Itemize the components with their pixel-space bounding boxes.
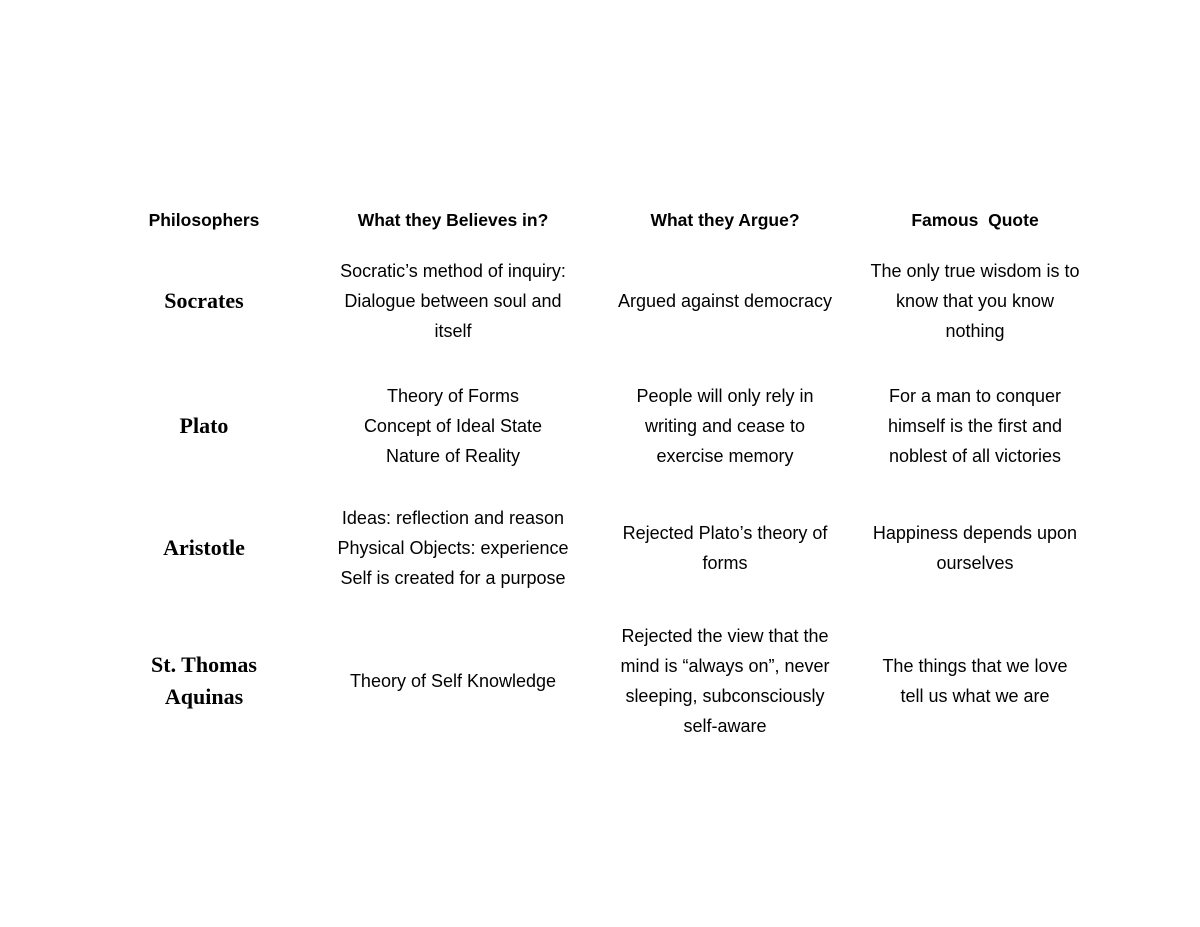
quote-cell <box>855 381 1095 471</box>
quote-line: himself is the first and <box>887 416 1063 436</box>
argue-line: mind is “always on”, never <box>620 656 830 676</box>
belief-line: Nature of Reality <box>385 446 521 466</box>
argue-line: exercise memory <box>656 446 794 466</box>
quote-cell <box>855 256 1095 346</box>
quote-line: ourselves <box>936 553 1014 573</box>
belief-line: Ideas: reflection and reason <box>341 508 565 528</box>
header-label: Famous Quote <box>911 209 1039 230</box>
argue-cell <box>600 256 850 346</box>
header-label: What they Believes in? <box>357 209 549 230</box>
philosopher-name <box>103 621 305 741</box>
header-label: What they Argue? <box>650 209 800 230</box>
quote-line: tell us what we are <box>900 686 1050 706</box>
quote-line: The only true wisdom is to <box>870 261 1080 281</box>
argue-line: writing and cease to <box>644 416 806 436</box>
philosopher-name <box>103 256 305 346</box>
argue-line: forms <box>702 553 748 573</box>
belief-line: Theory of Forms <box>386 386 520 406</box>
name-line: Aquinas <box>164 684 244 709</box>
argue-line: Rejected Plato’s theory of <box>622 523 828 543</box>
quote-cell <box>855 503 1095 593</box>
belief-line: Dialogue between soul and <box>344 291 562 311</box>
argue-cell <box>600 621 850 741</box>
header-beliefs <box>318 204 588 236</box>
belief-line: Concept of Ideal State <box>363 416 543 436</box>
argue-cell <box>600 381 850 471</box>
belief-cell <box>318 621 588 741</box>
quote-cell <box>855 621 1095 741</box>
argue-line: self-aware <box>683 716 767 736</box>
belief-cell <box>318 256 588 346</box>
belief-line: Physical Objects: experience <box>337 538 569 558</box>
belief-line: Theory of Self Knowledge <box>349 671 557 691</box>
belief-cell <box>318 503 588 593</box>
name-line: Aristotle <box>163 535 245 560</box>
philosopher-name <box>103 503 305 593</box>
quote-line: noblest of all victories <box>888 446 1062 466</box>
belief-line: itself <box>434 321 472 341</box>
argue-line: sleeping, subconsciously <box>625 686 825 706</box>
name-line: Socrates <box>164 288 244 313</box>
philosopher-name <box>103 381 305 471</box>
argue-cell <box>600 503 850 593</box>
belief-line: Socratic’s method of inquiry: <box>340 261 566 281</box>
argue-line: People will only rely in <box>636 386 814 406</box>
header-label: Philosophers <box>148 209 260 230</box>
header-arguments <box>600 204 850 236</box>
quote-line: The things that we love <box>882 656 1068 676</box>
quote-line: Happiness depends upon <box>872 523 1078 543</box>
name-line: St. Thomas <box>151 652 257 677</box>
belief-cell <box>318 381 588 471</box>
argue-line: Argued against democracy <box>617 291 833 311</box>
belief-line: Self is created for a purpose <box>340 568 566 588</box>
quote-line: know that you know <box>895 291 1055 311</box>
quote-line: For a man to conquer <box>888 386 1062 406</box>
header-famous-quote <box>855 204 1095 236</box>
quote-line: nothing <box>945 321 1005 341</box>
header-philosophers <box>103 204 305 236</box>
name-line: Plato <box>179 413 229 438</box>
argue-line: Rejected the view that the <box>621 626 829 646</box>
